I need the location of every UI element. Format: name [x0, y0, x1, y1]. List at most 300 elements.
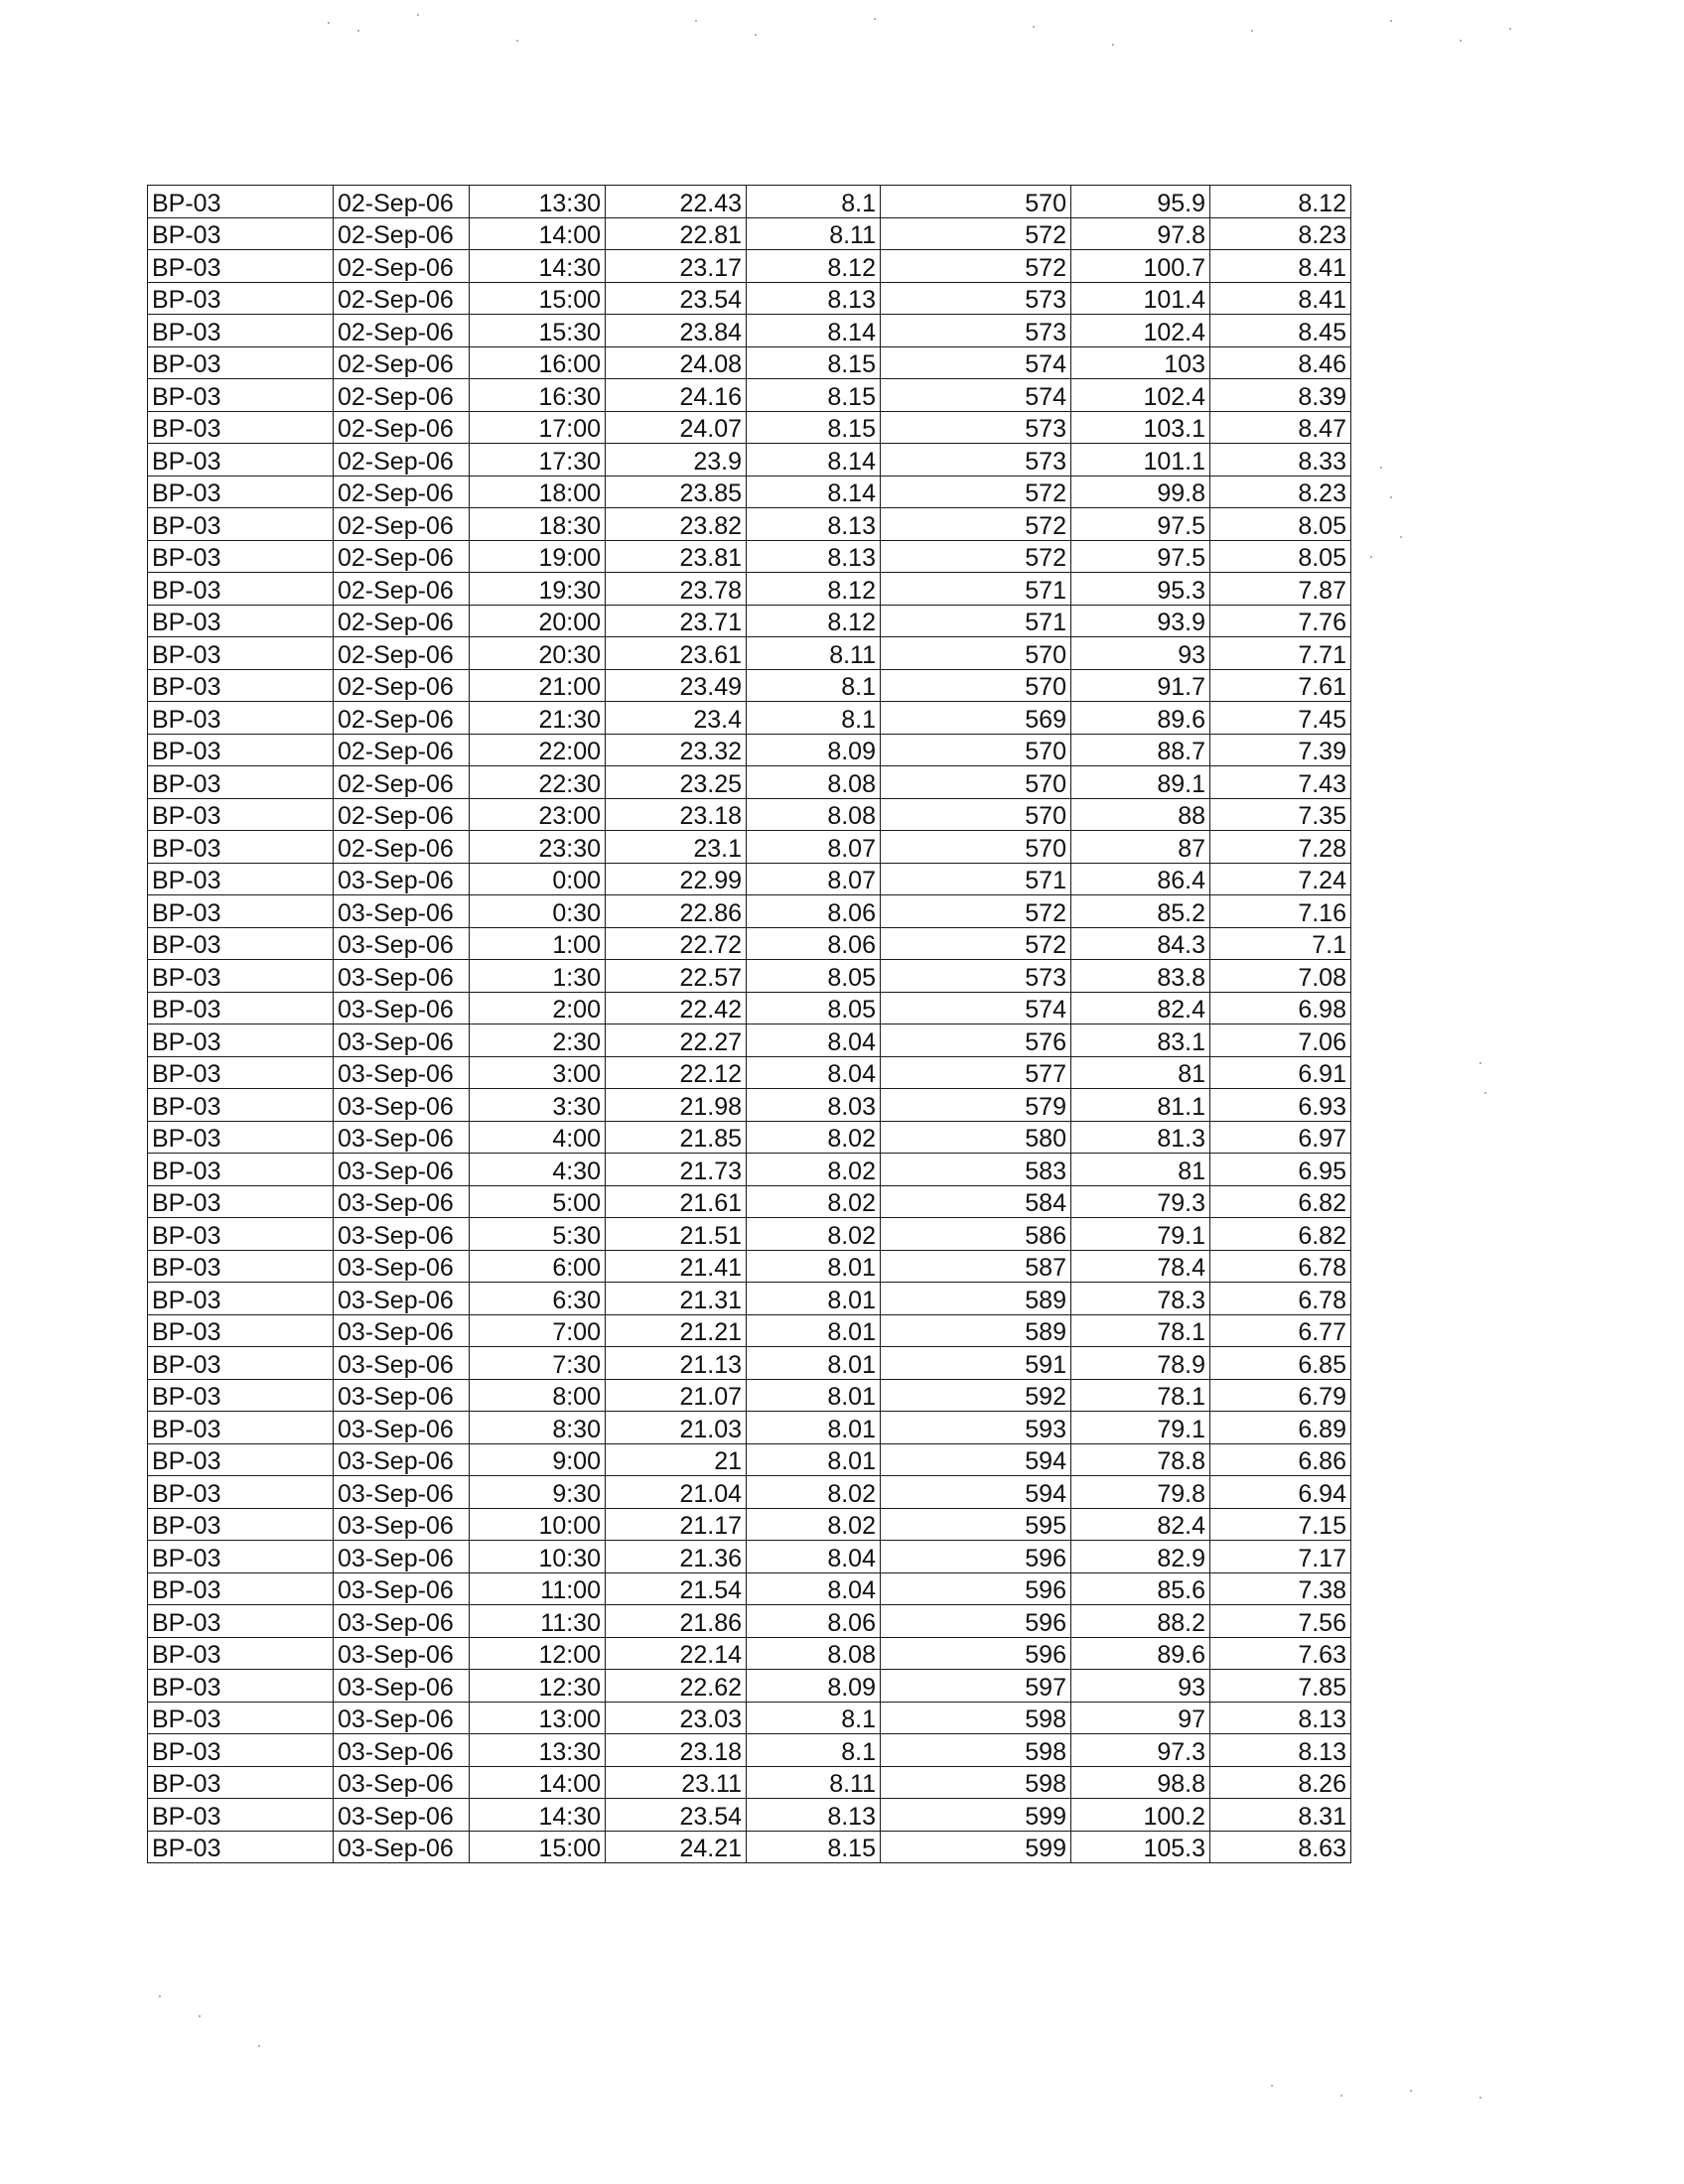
value2-cell: 8.04: [747, 1572, 881, 1605]
value4-cell: 78.1: [1071, 1314, 1210, 1347]
station-cell: BP-03: [148, 1831, 334, 1863]
table-row: [148, 895, 1351, 928]
station-cell: BP-03: [148, 1734, 334, 1767]
time-cell: 19:30: [470, 573, 606, 606]
value5-cell: 8.13: [1210, 1702, 1351, 1734]
value4-cell: 97.8: [1071, 217, 1210, 250]
value5-cell: 8.05: [1210, 540, 1351, 573]
time-cell: 5:30: [470, 1218, 606, 1251]
date-cell: 03-Sep-06: [334, 1412, 470, 1444]
date-cell: 03-Sep-06: [334, 1024, 470, 1057]
value4-cell: 97.5: [1071, 540, 1210, 573]
table-row: [148, 379, 1351, 412]
date-cell: 03-Sep-06: [334, 1766, 470, 1799]
scan-speck: [1390, 496, 1392, 498]
value1-cell: 23.54: [606, 282, 747, 315]
value3-cell: 574: [881, 346, 1071, 379]
date-cell: 03-Sep-06: [334, 1154, 470, 1186]
table-row: [148, 702, 1351, 735]
value5-cell: 8.31: [1210, 1799, 1351, 1832]
time-cell: 22:30: [470, 766, 606, 799]
station-cell: BP-03: [148, 1154, 334, 1186]
value4-cell: 83.8: [1071, 960, 1210, 993]
date-cell: 02-Sep-06: [334, 637, 470, 670]
time-cell: 20:00: [470, 605, 606, 637]
value4-cell: 82.9: [1071, 1541, 1210, 1573]
time-cell: 18:00: [470, 476, 606, 508]
station-cell: BP-03: [148, 734, 334, 766]
value5-cell: 6.79: [1210, 1379, 1351, 1412]
scan-speck: [695, 20, 697, 22]
station-cell: BP-03: [148, 669, 334, 702]
value1-cell: 23.49: [606, 669, 747, 702]
time-cell: 13:30: [470, 186, 606, 218]
value1-cell: 22.62: [606, 1670, 747, 1703]
value2-cell: 8.14: [747, 315, 881, 347]
value4-cell: 81: [1071, 1154, 1210, 1186]
time-cell: 23:30: [470, 831, 606, 864]
time-cell: 2:30: [470, 1024, 606, 1057]
value2-cell: 8.01: [747, 1250, 881, 1283]
time-cell: 21:00: [470, 669, 606, 702]
value3-cell: 570: [881, 831, 1071, 864]
value1-cell: 24.08: [606, 346, 747, 379]
value2-cell: 8.12: [747, 250, 881, 283]
date-cell: 02-Sep-06: [334, 766, 470, 799]
value5-cell: 7.76: [1210, 605, 1351, 637]
value5-cell: 7.15: [1210, 1508, 1351, 1541]
value2-cell: 8.03: [747, 1089, 881, 1122]
table-row: [148, 1476, 1351, 1509]
station-cell: BP-03: [148, 1605, 334, 1638]
value2-cell: 8.05: [747, 992, 881, 1024]
value1-cell: 23.84: [606, 315, 747, 347]
value2-cell: 8.02: [747, 1185, 881, 1218]
table-row: [148, 798, 1351, 831]
value1-cell: 21.51: [606, 1218, 747, 1251]
value4-cell: 78.4: [1071, 1250, 1210, 1283]
value3-cell: 593: [881, 1412, 1071, 1444]
value4-cell: 79.3: [1071, 1185, 1210, 1218]
value1-cell: 21.13: [606, 1347, 747, 1380]
value4-cell: 93: [1071, 637, 1210, 670]
value1-cell: 21.21: [606, 1314, 747, 1347]
value1-cell: 23.18: [606, 1734, 747, 1767]
value4-cell: 79.1: [1071, 1218, 1210, 1251]
value5-cell: 6.82: [1210, 1218, 1351, 1251]
value3-cell: 596: [881, 1637, 1071, 1670]
station-cell: BP-03: [148, 960, 334, 993]
value5-cell: 7.71: [1210, 637, 1351, 670]
value5-cell: 7.61: [1210, 669, 1351, 702]
value1-cell: 23.54: [606, 1799, 747, 1832]
date-cell: 02-Sep-06: [334, 476, 470, 508]
value5-cell: 6.78: [1210, 1283, 1351, 1315]
time-cell: 12:30: [470, 1670, 606, 1703]
value5-cell: 8.33: [1210, 444, 1351, 477]
date-cell: 03-Sep-06: [334, 1541, 470, 1573]
time-cell: 10:30: [470, 1541, 606, 1573]
value3-cell: 573: [881, 960, 1071, 993]
value1-cell: 23.18: [606, 798, 747, 831]
value5-cell: 8.45: [1210, 315, 1351, 347]
scan-speck: [1370, 556, 1372, 558]
station-cell: BP-03: [148, 346, 334, 379]
data-table: [147, 185, 1351, 1863]
value1-cell: 23.17: [606, 250, 747, 283]
station-cell: BP-03: [148, 1766, 334, 1799]
value2-cell: 8.11: [747, 1766, 881, 1799]
time-cell: 14:00: [470, 1766, 606, 1799]
date-cell: 03-Sep-06: [334, 1089, 470, 1122]
value5-cell: 7.43: [1210, 766, 1351, 799]
value5-cell: 8.41: [1210, 282, 1351, 315]
value5-cell: 6.94: [1210, 1476, 1351, 1509]
station-cell: BP-03: [148, 411, 334, 444]
value3-cell: 572: [881, 895, 1071, 928]
station-cell: BP-03: [148, 863, 334, 895]
value3-cell: 596: [881, 1572, 1071, 1605]
time-cell: 19:00: [470, 540, 606, 573]
value4-cell: 85.6: [1071, 1572, 1210, 1605]
time-cell: 6:00: [470, 1250, 606, 1283]
value1-cell: 21.61: [606, 1185, 747, 1218]
date-cell: 02-Sep-06: [334, 282, 470, 315]
table-row: [148, 1218, 1351, 1251]
station-cell: BP-03: [148, 1412, 334, 1444]
scan-speck: [874, 18, 876, 20]
table-row: [148, 1541, 1351, 1573]
value4-cell: 101.1: [1071, 444, 1210, 477]
value1-cell: 23.4: [606, 702, 747, 735]
value2-cell: 8.02: [747, 1154, 881, 1186]
value4-cell: 93.9: [1071, 605, 1210, 637]
value3-cell: 572: [881, 217, 1071, 250]
value2-cell: 8.15: [747, 346, 881, 379]
value1-cell: 21.07: [606, 1379, 747, 1412]
value4-cell: 97.3: [1071, 1734, 1210, 1767]
value2-cell: 8.08: [747, 766, 881, 799]
value1-cell: 23.85: [606, 476, 747, 508]
time-cell: 9:30: [470, 1476, 606, 1509]
station-cell: BP-03: [148, 1637, 334, 1670]
time-cell: 17:30: [470, 444, 606, 477]
station-cell: BP-03: [148, 379, 334, 412]
scan-speck: [258, 2045, 260, 2047]
value4-cell: 79.1: [1071, 1412, 1210, 1444]
scan-speck: [159, 1995, 161, 1997]
value2-cell: 8.09: [747, 1670, 881, 1703]
value4-cell: 78.9: [1071, 1347, 1210, 1380]
time-cell: 23:00: [470, 798, 606, 831]
value4-cell: 88.7: [1071, 734, 1210, 766]
value2-cell: 8.08: [747, 798, 881, 831]
date-cell: 03-Sep-06: [334, 992, 470, 1024]
date-cell: 03-Sep-06: [334, 1283, 470, 1315]
table-row: [148, 992, 1351, 1024]
table-row: [148, 1734, 1351, 1767]
value1-cell: 23.71: [606, 605, 747, 637]
time-cell: 4:30: [470, 1154, 606, 1186]
value3-cell: 571: [881, 863, 1071, 895]
scan-speck: [1400, 536, 1402, 538]
time-cell: 14:30: [470, 250, 606, 283]
value2-cell: 8.13: [747, 508, 881, 541]
table-row: [148, 734, 1351, 766]
value2-cell: 8.01: [747, 1283, 881, 1315]
scan-speck: [328, 22, 330, 24]
value3-cell: 573: [881, 282, 1071, 315]
value4-cell: 91.7: [1071, 669, 1210, 702]
time-cell: 4:00: [470, 1121, 606, 1154]
table-row: [148, 508, 1351, 541]
time-cell: 13:30: [470, 1734, 606, 1767]
value5-cell: 8.12: [1210, 186, 1351, 218]
value2-cell: 8.01: [747, 1314, 881, 1347]
date-cell: 02-Sep-06: [334, 573, 470, 606]
station-cell: BP-03: [148, 1670, 334, 1703]
station-cell: BP-03: [148, 1379, 334, 1412]
value2-cell: 8.13: [747, 282, 881, 315]
value4-cell: 78.8: [1071, 1443, 1210, 1476]
time-cell: 22:00: [470, 734, 606, 766]
station-cell: BP-03: [148, 895, 334, 928]
station-cell: BP-03: [148, 702, 334, 735]
date-cell: 02-Sep-06: [334, 831, 470, 864]
table-row: [148, 1283, 1351, 1315]
value3-cell: 591: [881, 1347, 1071, 1380]
table-row: [148, 315, 1351, 347]
station-cell: BP-03: [148, 282, 334, 315]
value3-cell: 572: [881, 508, 1071, 541]
value5-cell: 7.24: [1210, 863, 1351, 895]
time-cell: 10:00: [470, 1508, 606, 1541]
value3-cell: 594: [881, 1476, 1071, 1509]
value3-cell: 589: [881, 1283, 1071, 1315]
value4-cell: 103.1: [1071, 411, 1210, 444]
value2-cell: 8.01: [747, 1443, 881, 1476]
table-row: [148, 1154, 1351, 1186]
table-row: [148, 1379, 1351, 1412]
value3-cell: 598: [881, 1766, 1071, 1799]
value1-cell: 21: [606, 1443, 747, 1476]
value5-cell: 6.89: [1210, 1412, 1351, 1444]
station-cell: BP-03: [148, 508, 334, 541]
value5-cell: 7.63: [1210, 1637, 1351, 1670]
value2-cell: 8.11: [747, 217, 881, 250]
table-row: [148, 250, 1351, 283]
station-cell: BP-03: [148, 476, 334, 508]
value2-cell: 8.15: [747, 411, 881, 444]
value4-cell: 81: [1071, 1056, 1210, 1089]
time-cell: 18:30: [470, 508, 606, 541]
value3-cell: 573: [881, 444, 1071, 477]
scan-speck: [1390, 20, 1392, 22]
value2-cell: 8.14: [747, 444, 881, 477]
date-cell: 03-Sep-06: [334, 1218, 470, 1251]
value3-cell: 572: [881, 476, 1071, 508]
value2-cell: 8.1: [747, 1734, 881, 1767]
value5-cell: 6.77: [1210, 1314, 1351, 1347]
value2-cell: 8.02: [747, 1508, 881, 1541]
table-row: [148, 540, 1351, 573]
date-cell: 02-Sep-06: [334, 444, 470, 477]
value5-cell: 8.05: [1210, 508, 1351, 541]
table-row: [148, 605, 1351, 637]
date-cell: 03-Sep-06: [334, 1572, 470, 1605]
value4-cell: 82.4: [1071, 992, 1210, 1024]
value4-cell: 84.3: [1071, 927, 1210, 960]
scan-speck: [1484, 1092, 1486, 1094]
table-row: [148, 346, 1351, 379]
value1-cell: 24.07: [606, 411, 747, 444]
value3-cell: 598: [881, 1734, 1071, 1767]
value3-cell: 569: [881, 702, 1071, 735]
value5-cell: 7.28: [1210, 831, 1351, 864]
value3-cell: 592: [881, 1379, 1071, 1412]
time-cell: 0:00: [470, 863, 606, 895]
value5-cell: 6.82: [1210, 1185, 1351, 1218]
value1-cell: 21.31: [606, 1283, 747, 1315]
station-cell: BP-03: [148, 250, 334, 283]
time-cell: 9:00: [470, 1443, 606, 1476]
date-cell: 03-Sep-06: [334, 1121, 470, 1154]
time-cell: 5:00: [470, 1185, 606, 1218]
value1-cell: 21.86: [606, 1605, 747, 1638]
value3-cell: 572: [881, 927, 1071, 960]
table-body: [148, 186, 1351, 1863]
table-row: [148, 1508, 1351, 1541]
value4-cell: 89.6: [1071, 1637, 1210, 1670]
value2-cell: 8.07: [747, 831, 881, 864]
value3-cell: 570: [881, 766, 1071, 799]
time-cell: 14:30: [470, 1799, 606, 1832]
value3-cell: 570: [881, 186, 1071, 218]
value4-cell: 98.8: [1071, 1766, 1210, 1799]
value4-cell: 88: [1071, 798, 1210, 831]
value3-cell: 572: [881, 540, 1071, 573]
value1-cell: 23.25: [606, 766, 747, 799]
station-cell: BP-03: [148, 1541, 334, 1573]
table-row: [148, 1347, 1351, 1380]
value1-cell: 21.41: [606, 1250, 747, 1283]
table-row: [148, 1250, 1351, 1283]
value1-cell: 21.98: [606, 1089, 747, 1122]
scan-speck: [1479, 2097, 1481, 2099]
table-row: [148, 960, 1351, 993]
value4-cell: 79.8: [1071, 1476, 1210, 1509]
value2-cell: 8.05: [747, 960, 881, 993]
table-row: [148, 476, 1351, 508]
value1-cell: 23.9: [606, 444, 747, 477]
table-row: [148, 1766, 1351, 1799]
value2-cell: 8.01: [747, 1379, 881, 1412]
value1-cell: 22.42: [606, 992, 747, 1024]
value5-cell: 7.85: [1210, 1670, 1351, 1703]
date-cell: 03-Sep-06: [334, 960, 470, 993]
value4-cell: 99.8: [1071, 476, 1210, 508]
date-cell: 02-Sep-06: [334, 605, 470, 637]
value3-cell: 570: [881, 637, 1071, 670]
value4-cell: 100.7: [1071, 250, 1210, 283]
value2-cell: 8.13: [747, 1799, 881, 1832]
table-row: [148, 1185, 1351, 1218]
table-row: [148, 1831, 1351, 1863]
date-cell: 02-Sep-06: [334, 315, 470, 347]
value5-cell: 7.38: [1210, 1572, 1351, 1605]
value3-cell: 570: [881, 798, 1071, 831]
date-cell: 02-Sep-06: [334, 508, 470, 541]
time-cell: 12:00: [470, 1637, 606, 1670]
value1-cell: 23.1: [606, 831, 747, 864]
table-row: [148, 444, 1351, 477]
table-row: [148, 1670, 1351, 1703]
value2-cell: 8.1: [747, 669, 881, 702]
value2-cell: 8.1: [747, 186, 881, 218]
scan-speck: [1380, 467, 1382, 469]
table-row: [148, 766, 1351, 799]
station-cell: BP-03: [148, 1443, 334, 1476]
time-cell: 11:30: [470, 1605, 606, 1638]
time-cell: 7:30: [470, 1347, 606, 1380]
date-cell: 02-Sep-06: [334, 379, 470, 412]
date-cell: 02-Sep-06: [334, 186, 470, 218]
value4-cell: 95.9: [1071, 186, 1210, 218]
value3-cell: 573: [881, 411, 1071, 444]
value1-cell: 23.32: [606, 734, 747, 766]
table-row: [148, 1572, 1351, 1605]
station-cell: BP-03: [148, 927, 334, 960]
value4-cell: 93: [1071, 1670, 1210, 1703]
date-cell: 03-Sep-06: [334, 1702, 470, 1734]
date-cell: 02-Sep-06: [334, 798, 470, 831]
time-cell: 15:30: [470, 315, 606, 347]
date-cell: 03-Sep-06: [334, 1314, 470, 1347]
date-cell: 03-Sep-06: [334, 1605, 470, 1638]
value4-cell: 83.1: [1071, 1024, 1210, 1057]
station-cell: BP-03: [148, 992, 334, 1024]
station-cell: BP-03: [148, 1283, 334, 1315]
value1-cell: 21.03: [606, 1412, 747, 1444]
station-cell: BP-03: [148, 1056, 334, 1089]
date-cell: 03-Sep-06: [334, 1250, 470, 1283]
station-cell: BP-03: [148, 798, 334, 831]
table-row: [148, 1799, 1351, 1832]
value1-cell: 23.03: [606, 1702, 747, 1734]
value1-cell: 22.12: [606, 1056, 747, 1089]
value3-cell: 580: [881, 1121, 1071, 1154]
time-cell: 8:00: [470, 1379, 606, 1412]
value3-cell: 571: [881, 605, 1071, 637]
station-cell: BP-03: [148, 315, 334, 347]
value1-cell: 23.82: [606, 508, 747, 541]
date-cell: 02-Sep-06: [334, 250, 470, 283]
time-cell: 3:30: [470, 1089, 606, 1122]
table-row: [148, 186, 1351, 218]
value4-cell: 78.3: [1071, 1283, 1210, 1315]
value3-cell: 599: [881, 1799, 1071, 1832]
value1-cell: 21.04: [606, 1476, 747, 1509]
value2-cell: 8.06: [747, 927, 881, 960]
station-cell: BP-03: [148, 1799, 334, 1832]
table-row: [148, 927, 1351, 960]
value2-cell: 8.15: [747, 379, 881, 412]
value2-cell: 8.06: [747, 1605, 881, 1638]
station-cell: BP-03: [148, 766, 334, 799]
value5-cell: 6.85: [1210, 1347, 1351, 1380]
value5-cell: 8.63: [1210, 1831, 1351, 1863]
value3-cell: 576: [881, 1024, 1071, 1057]
